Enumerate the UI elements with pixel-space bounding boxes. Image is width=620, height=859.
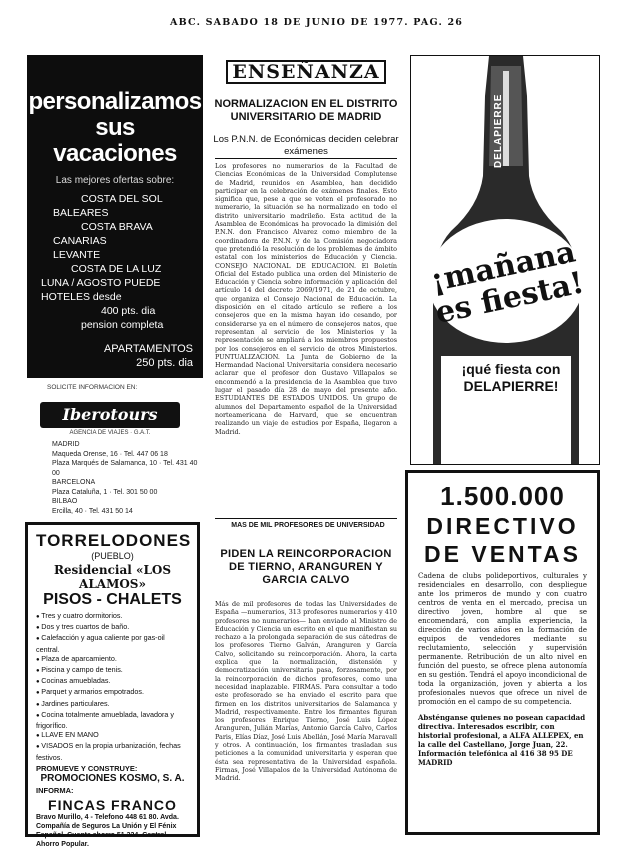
destination-item: COSTA BRAVA (81, 221, 153, 233)
article2-title: PIDEN LA REINCORPORACION DE TIERNO, ARANGUREN Y GARCIA CALVO (220, 548, 392, 586)
destination-item: CANARIAS (53, 235, 107, 247)
offices-list (52, 440, 202, 516)
promueve-label: PROMUEVE Y CONSTRUYE: (36, 763, 138, 773)
destination-item: BALEARES (53, 207, 109, 219)
title-line-1: DIRECTIVO (426, 513, 579, 539)
destination-item: HOTELES desde (41, 291, 122, 303)
salary-number: 1.500.000 (440, 481, 565, 511)
article-title: NORMALIZACION EN EL DISTRITO UNIVERSITARIO DE MADRID (214, 98, 398, 123)
destination-item: COSTA DEL SOL (81, 193, 163, 205)
office-line: MADRID (52, 441, 80, 448)
office-line: Plaza Marqués de Salamanca, 10 · Tel. 431 40 00 (52, 460, 198, 477)
jobs-body: Cadena de clubs polideportivos, culturales y residenciales en desarrollo, con despliegue ante los primeros de mundo y con cuatro centros de venta en el mercado, precisa un directivo joven, hombre al que se encomendará, con amplia experiencia, la dirección de varios años en la formación de equipos de vendedores mediante su reclutamiento, selección y supervisión permanente. Retribución de un alto nivel en función del puesto, se ofrece plena autonomía en su gestión. Tendrá el apoyo incondicional de toda la organización, joven y abierta a los profesionales nuevos que ofrece un nivel de promoción en el campo de su competencia. (418, 572, 587, 706)
feature-item: ● Plaza de aparcamiento. (36, 654, 189, 665)
jobs-contact: Absténganse quienes no posean capacidad directiva. Interesados escribir, con historial profesional, a ALFA ALLEPEX, en la calle del Castellano, Jorge Juan, 22. Información telefónica al 416 38 95 DE MADRID (418, 713, 586, 767)
informa-label: INFORMA: (36, 785, 74, 795)
feature-item: ● VISADOS en la propia urbanización, fechas festivos. (36, 741, 189, 761)
feature-item: ● LLAVE EN MANO (36, 730, 189, 741)
feature-item: ● Tres y cuatro dormitorios. (36, 611, 189, 622)
champagne-ad (410, 55, 600, 465)
divider (215, 158, 397, 159)
feature-item: ● Cocinas amuebladas. (36, 676, 189, 687)
promotora-name: PROMOCIONES KOSMO, S. A. (40, 772, 185, 784)
section-title: ENSEÑANZA (226, 60, 386, 84)
bottle-label: DELAPIERRE (493, 93, 504, 169)
article2-body: Más de mil profesores de todas las Universidades de España —numerarios, 313 profesores numerarios y 410 profesores no numerarios— han enviado al Ministro de Educación y Ciencia un escrito en el que manifiestan su rechazo a la prolongada separación de sus cátedras de los profesores Tierno Galván, Aranguren y García Calvo, solicitando su reincorporación. Ahora, la carta explica que la normalización, distensión y democratización universitaria pasa, forzosamente, por la reincorporación de dichos profesores, como una necesidad inaplazable. FIRMAS. Para consultar a todo este profesorado se ha enviado el escrito para que firmen en los distritos universitarios de Salamanca y Madrid, respectivamente. Entre los firmantes figuran los profesores Enrique Tierno, José Luis López Aranguren, Julián Marías, Antonio García Calvo, Carlos Paris, Elías Díaz, José Luis Abellán, José María Maravall y otros. A continuación, los firmantes trasladan sus peticiones a la comunidad universitaria y esperan que ésta sea representativa de la Universidad española. Firmas, José Villapalos de la Universidad Autónoma de Madrid. (215, 600, 397, 783)
headline-line-1: personalizamos (28, 88, 202, 115)
article2-kicker: MAS DE MIL PROFESORES DE UNIVERSIDAD (231, 522, 385, 529)
office-line: BILBAO (52, 498, 78, 505)
office-line: Plaza Cataluña, 1 · Tel. 301 50 00 (52, 488, 158, 496)
office-line: Ercilla, 40 · Tel. 431 50 14 (52, 507, 133, 515)
iberotours-logo: Iberotours (40, 402, 180, 428)
feature-item: ● Parquet y armarios empotrados. (36, 687, 189, 698)
tagline: ¡qué fiesta con DELAPIERRE! (461, 361, 561, 394)
feature-item: ● Calefacción y agua caliente por gas-oil central. (36, 633, 189, 653)
headline-line-3: vacaciones (53, 140, 177, 167)
slogan: ¡mañana es fiesta! (427, 234, 588, 331)
office-line: Maqueda Orense, 16 · Tel. 447 06 18 (52, 450, 168, 458)
intro: Las mejores ofertas sobre: (55, 175, 175, 186)
destination-item: pension completa (81, 319, 164, 331)
destination-item: 400 pts. dia (101, 305, 156, 317)
headline-line-2: sus (95, 114, 135, 141)
title-line-2: DE VENTAS (424, 541, 581, 567)
apartments-line-2: 250 pts. dia (136, 357, 193, 369)
article-body: Los profesores no numerarios de la Facultad de Ciencias Económicas de la Universidad Complutense de Madrid, reunidos en Asamblea, han decidido participar en la celebración de exámenes finales. Esto significa que, pese a que se voten el profesorado no numerario, la situación se ha normalizado en todo el distrito universitario madrileño. Esta actitud de la Asamblea de Económicas ha provocado la dimisión del P.N.N. don Francisco Alvarez como miembro de la coordinadora de P.N.N. y de la Comisión negociadora que pretendió la resolución de los problemas de ámbito estatal con los ministerios de Educación y Ciencia. CONSEJO NACIONAL DE EDUCACION. El Boletín Oficial del Estado publica una orden del Ministerio de Educación y Ciencia sobre información y aplicación del artículo 14 del decreto 2069/1971, de 21 de octubre, que organiza el Consejo Nacional de Educación. La disposición en el citado artículo se refiere a los consejeros que en la misma hayan ido cesando, por considerarse ya en el número de consejeros natos, que representan al servicio de los Ministerios y la representación se ampliará a los miembros propuestos por los consejeros en el servicio de otros Ministerios. PUNTUALIZACION. La Junta de Gobierno de la Hermandad Nacional Universitaria considera necesario aclarar que el profesor don Gustavo Villapalos se enconmendó a la presidencia de la Asamblea que tuvo lugar el pasado día 28 de mayo del presente año. ESTUDIANTES DE ESTADOS UNIDOS. Un grupo de alumnos del Departamento español de la Universidad norteamericana de Harvard, que se encuentran realizando un viaje de estudios por España, llegaron a Madrid. (215, 162, 397, 436)
office-line: BARCELONA (52, 479, 96, 486)
pisos-chalets: PISOS - CHALETS (43, 591, 182, 608)
divider (215, 518, 397, 519)
jobs-ad (405, 470, 600, 835)
agency-name: FINCAS FRANCO (48, 796, 177, 813)
ad-title: TORRELODONES (36, 531, 192, 550)
destination-item: COSTA DE LA LUZ (71, 263, 162, 275)
vacations-ad (27, 55, 203, 378)
article-subtitle: Los P.N.N. de Económicas deciden celebrar exámenes (213, 134, 399, 157)
agency-address: Bravo Murillo, 4 - Telefono 448 61 80. Avda. Compañía de Seguros La Unión y El Fénix Español. Cuenta ahorro 51.324. Central Ahorro Popular. (36, 813, 179, 848)
destination-item: LUNA / AGOSTO PUEDE (41, 277, 161, 289)
torrelodones-ad (25, 522, 200, 848)
info-label: SOLICITE INFORMACION EN: (47, 384, 138, 391)
feature-item: ● Jardines particulares. (36, 699, 189, 710)
feature-item: ● Piscina y campo de tenis. (36, 665, 189, 676)
apartments-line-1: APARTAMENTOS (103, 343, 193, 355)
destinations-list (41, 192, 203, 332)
feature-item: ● Dos y tres cuartos de baño. (36, 622, 189, 633)
features-list (36, 611, 189, 762)
destination-item: LEVANTE (53, 249, 101, 261)
feature-item: ● Cocina totalmente amueblada, lavadora y frigorífico. (36, 710, 189, 730)
pueblo-label: (PUEBLO) (91, 551, 134, 561)
logo-subtitle: AGENCIA DE VIAJES · G.A.T. (69, 430, 151, 436)
page-header: ABC. SABADO 18 DE JUNIO DE 1977. PAG. 26 (170, 17, 464, 28)
residencial-name: Residencial «LOS ALAMOS» (53, 563, 172, 591)
